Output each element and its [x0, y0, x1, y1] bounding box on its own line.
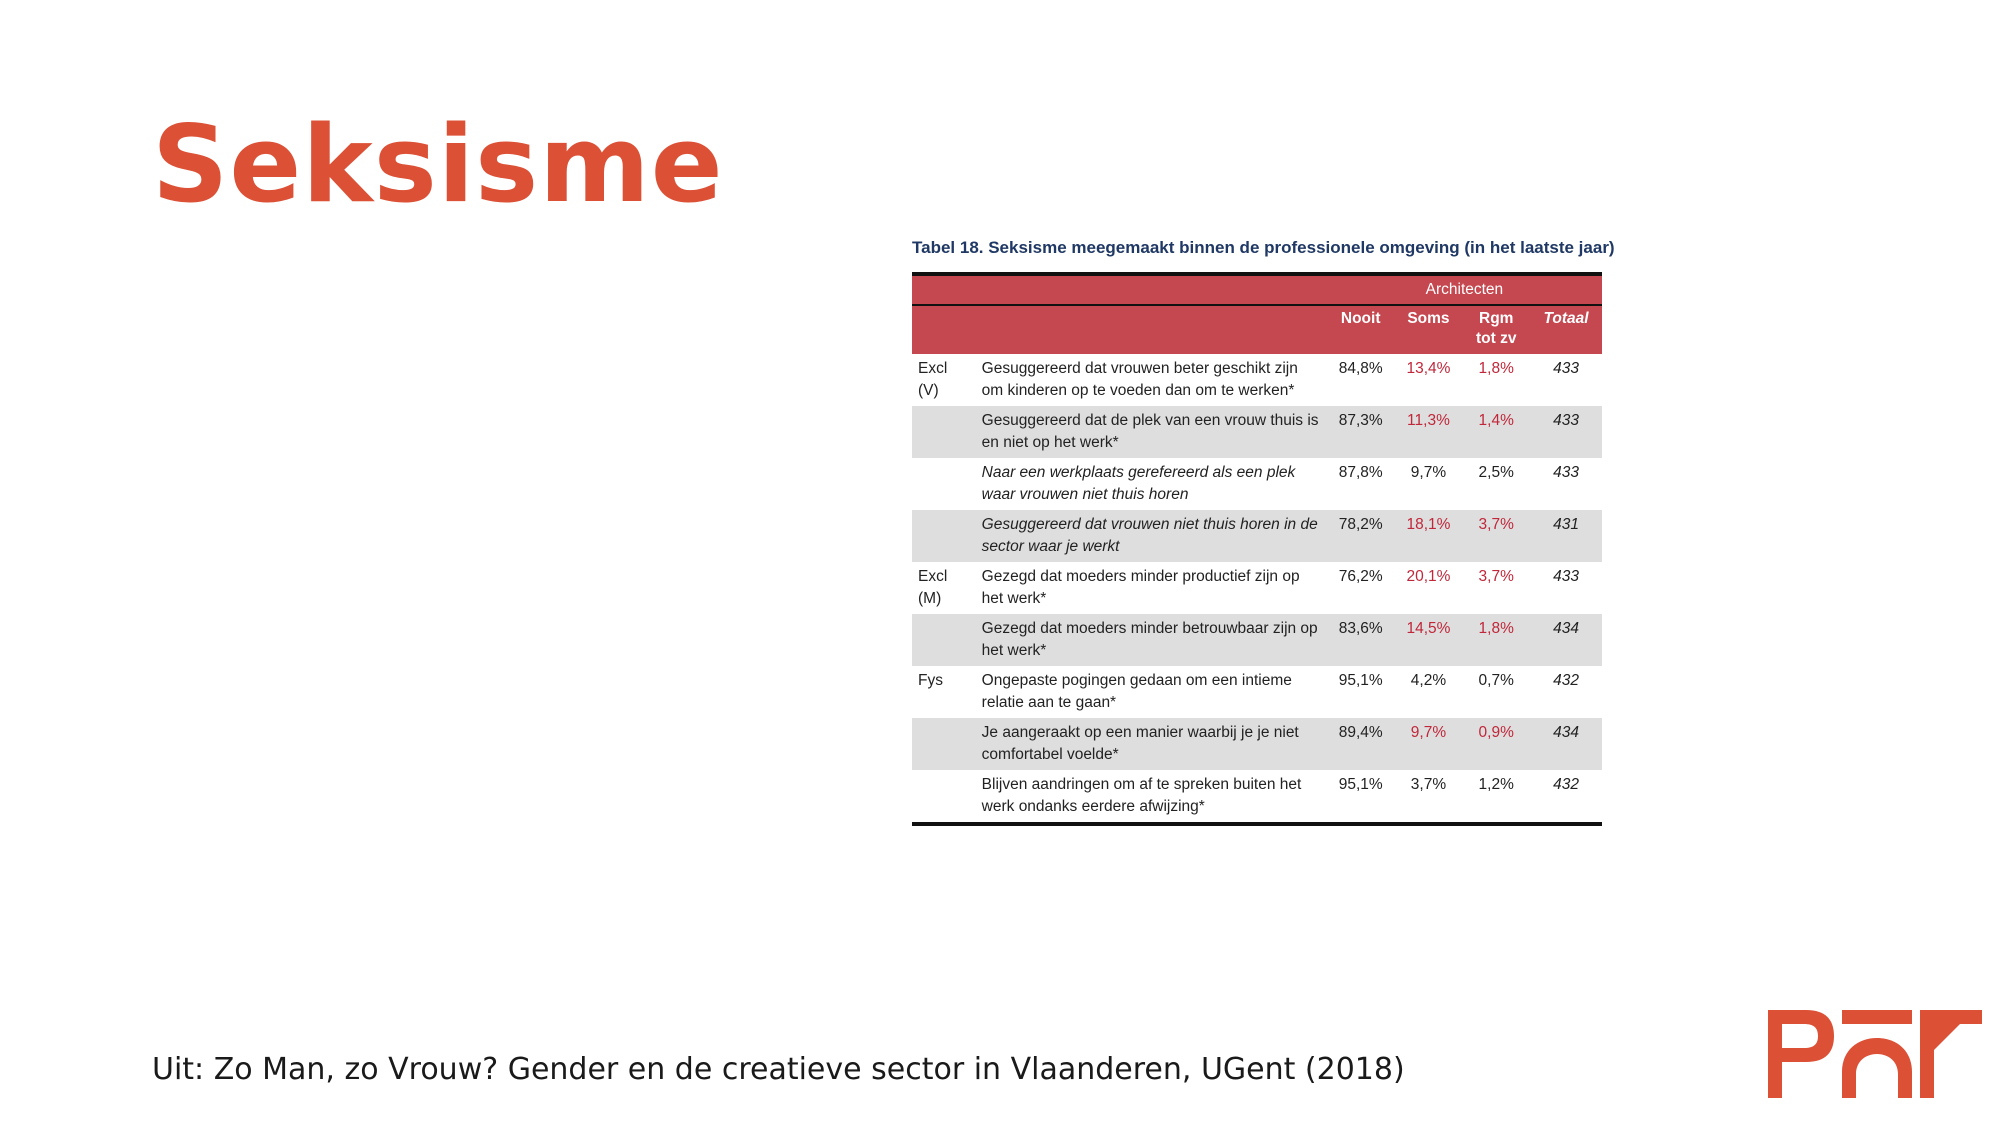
data-table-container [912, 272, 1602, 826]
table-row [912, 562, 1602, 614]
item-cell: Naar een werkplaats gerefereerd als een plek waar vrouwen niet thuis horen [981, 464, 1296, 503]
table-row [912, 666, 1602, 718]
item-cell: Gesuggereerd dat vrouwen niet thuis horen in de sector waar je werkt [976, 510, 1327, 562]
item-cell: Ongepaste pogingen gedaan om een intieme relatie aan te gaan* [981, 672, 1292, 711]
slide-title: Seksisme [152, 103, 724, 226]
soms-cell: 9,7% [1395, 718, 1463, 770]
table-row [912, 406, 1602, 458]
item-cell: Blijven aandringen om af te spreken buiten het werk ondanks eerdere afwijzing* [981, 776, 1302, 815]
column-header-rgm: Rgm tot zv [1462, 305, 1530, 354]
item-cell: Gesuggereerd dat de plek van een vrouw thuis is en niet op het werk* [976, 406, 1327, 458]
table-row [912, 718, 1602, 770]
category-cell: Excl (M) [918, 568, 948, 607]
sexism-table [912, 272, 1602, 826]
nooit-cell: 89,4% [1327, 718, 1395, 770]
soms-cell: 18,1% [1395, 510, 1463, 562]
nooit-cell: 95,1% [1338, 776, 1383, 793]
table-caption: Tabel 18. Seksisme meegemaakt binnen de professionele omgeving (in het laatste jaar) [912, 238, 1615, 257]
category-cell: Fys [918, 672, 943, 689]
column-header-soms: Soms [1395, 305, 1463, 354]
soms-cell: 3,7% [1410, 776, 1447, 793]
paf-logo [1768, 1010, 1982, 1098]
column-header-nooit: Nooit [1327, 305, 1395, 354]
totaal-cell: 433 [1553, 464, 1579, 481]
category-cell: Excl (V) [918, 360, 948, 399]
totaal-cell: 433 [1553, 568, 1579, 585]
totaal-cell: 433 [1553, 360, 1579, 377]
category-cell [912, 614, 976, 666]
table-row [912, 614, 1602, 666]
rgm-cell: 1,8% [1478, 360, 1514, 377]
nooit-cell: 84,8% [1338, 360, 1383, 377]
column-header-totaal: Totaal [1530, 305, 1602, 354]
rgm-cell: 3,7% [1462, 510, 1530, 562]
table-group-header-row [912, 274, 1602, 305]
table-row [912, 458, 1602, 510]
soms-cell: 9,7% [1410, 464, 1447, 481]
table-row [912, 770, 1602, 824]
soms-cell: 14,5% [1395, 614, 1463, 666]
rgm-cell: 3,7% [1478, 568, 1514, 585]
totaal-cell: 432 [1553, 776, 1579, 793]
source-citation: Uit: Zo Man, zo Vrouw? Gender en de creatieve sector in Vlaanderen, UGent (2018) [152, 1052, 1405, 1087]
table-row [912, 510, 1602, 562]
nooit-cell: 87,3% [1327, 406, 1395, 458]
category-cell [912, 406, 976, 458]
category-cell [912, 458, 976, 510]
totaal-cell: 433 [1530, 406, 1602, 458]
item-cell: Je aangeraakt op een manier waarbij je je niet comfortabel voelde* [976, 718, 1327, 770]
category-cell [912, 510, 976, 562]
soms-cell: 4,2% [1410, 672, 1447, 689]
group-label: Architecten [1327, 274, 1602, 305]
rgm-cell: 0,9% [1462, 718, 1530, 770]
item-cell: Gezegd dat moeders minder betrouwbaar zijn op het werk* [976, 614, 1327, 666]
category-cell [912, 718, 976, 770]
table-row [912, 354, 1602, 406]
table-body [912, 354, 1602, 824]
rgm-cell: 1,2% [1478, 776, 1514, 793]
soms-cell: 20,1% [1406, 568, 1451, 585]
rgm-cell: 2,5% [1478, 464, 1514, 481]
nooit-cell: 76,2% [1338, 568, 1383, 585]
soms-cell: 11,3% [1395, 406, 1463, 458]
nooit-cell: 78,2% [1327, 510, 1395, 562]
rgm-cell: 1,4% [1462, 406, 1530, 458]
item-cell: Gezegd dat moeders minder productief zijn op het werk* [981, 568, 1300, 607]
soms-cell: 13,4% [1406, 360, 1451, 377]
rgm-cell: 0,7% [1478, 672, 1514, 689]
totaal-cell: 434 [1530, 718, 1602, 770]
totaal-cell: 432 [1553, 672, 1579, 689]
totaal-cell: 434 [1530, 614, 1602, 666]
nooit-cell: 87,8% [1338, 464, 1383, 481]
item-cell: Gesuggereerd dat vrouwen beter geschikt zijn om kinderen op te voeden dan om te werken* [981, 360, 1298, 399]
nooit-cell: 83,6% [1327, 614, 1395, 666]
table-header-row [912, 305, 1602, 354]
totaal-cell: 431 [1530, 510, 1602, 562]
category-cell [912, 770, 976, 824]
rgm-cell: 1,8% [1462, 614, 1530, 666]
nooit-cell: 95,1% [1338, 672, 1383, 689]
